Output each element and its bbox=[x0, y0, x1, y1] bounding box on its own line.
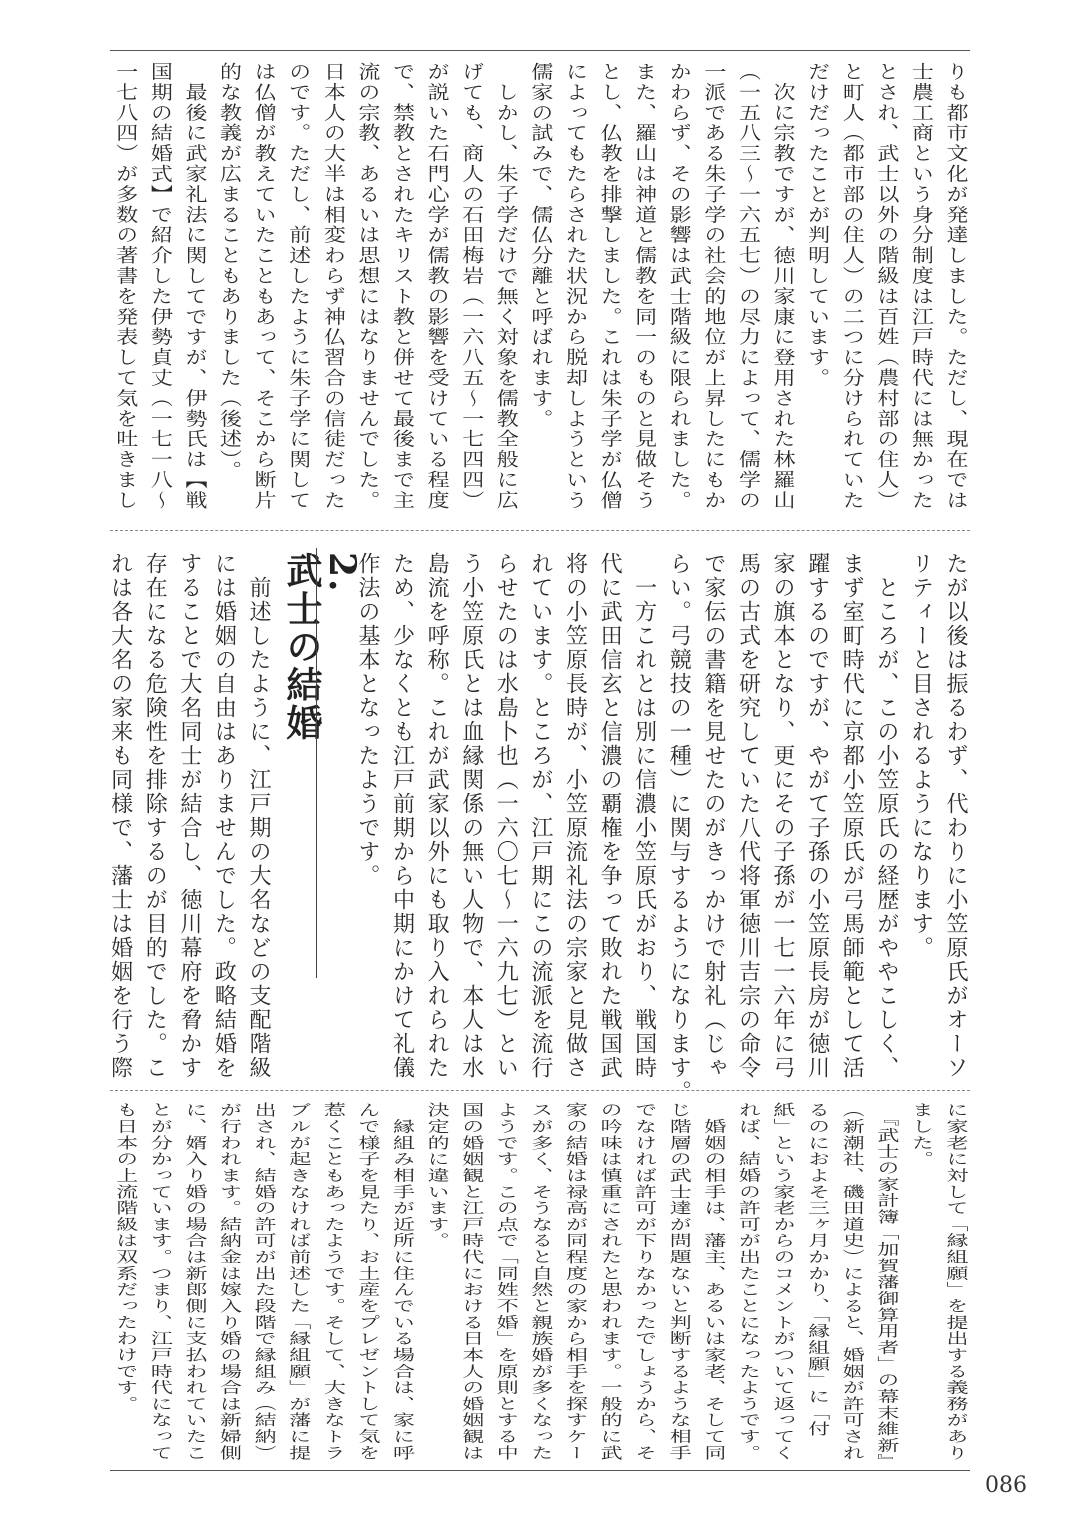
text-column: 次に宗教ですが、徳川家康に登用された林羅山 bbox=[770, 62, 796, 511]
text-column: 流の宗教、あるいは思想にはなりませんでした。 bbox=[354, 62, 380, 511]
section-title: 武士の結婚 bbox=[281, 552, 323, 742]
text-column: することで大名同士が結合し、徳川幕府を脅かす bbox=[176, 552, 202, 1080]
text-column: らい。弓競技の一種）に関与するようになります。 bbox=[666, 552, 692, 1104]
text-column: 婚姻の相手は、藩主、あるいは家老、そして同 bbox=[700, 1102, 726, 1462]
text-column: ところが、この小笠原氏の経歴がややこしく、 bbox=[873, 552, 899, 1080]
text-band-bottom bbox=[107, 1102, 972, 1470]
text-column: とされ、武士以外の階級は百姓（農村部の住人） bbox=[873, 62, 899, 511]
text-column: 的な教義が広まることもありました（後述）。 bbox=[216, 62, 242, 482]
text-column: スが多く、そうなると自然と親族婚が多くなった bbox=[527, 1102, 553, 1462]
section-divider bbox=[110, 530, 970, 531]
text-column: れは各大名の家来も同様で、藩士は婚姻を行う際 bbox=[107, 552, 133, 1080]
text-column: リティーと目されるようになります。 bbox=[908, 552, 934, 960]
text-column: 将の小笠原長時が、小笠原流礼法の宗家と見做さ bbox=[562, 552, 588, 1080]
heading-rule bbox=[316, 548, 317, 978]
text-column: また、羅山は神道と儒教を同一のものと見做そう bbox=[631, 62, 657, 511]
text-column: で家伝の書籍を見せたのがきっかけで射礼（じゃ bbox=[700, 552, 726, 1080]
text-column: も日本の上流階級は双系だったわけです。 bbox=[112, 1102, 138, 1413]
text-column: たが以後は振るわず、代わりに小笠原氏がオーソ bbox=[943, 552, 968, 1080]
text-column: 日本人の大半は相変わらず神仏習合の信徒だった bbox=[320, 62, 346, 511]
text-column: 島流を呼称。これが武家以外にも取り入れられた bbox=[424, 552, 450, 1080]
text-column: りも都市文化が発達しました。ただし、現在では bbox=[943, 62, 968, 511]
page-number: 086 bbox=[985, 1473, 1027, 1498]
text-column: に家老に対して「縁組願」を提出する義務があり bbox=[943, 1102, 968, 1462]
text-column: んで様子を見たり、お土産をプレゼントして気を bbox=[354, 1102, 380, 1462]
text-column: 国の婚姻観と江戸時代における日本人の婚姻観は bbox=[458, 1102, 484, 1462]
text-band-section bbox=[102, 552, 275, 1080]
text-column: は仏僧が教えていたこともあって、そこから断片 bbox=[251, 62, 277, 511]
text-column: 国期の結婚式】で紹介した伊勢貞丈（一七一八〜 bbox=[147, 62, 173, 511]
text-column: でなければ許可が下りなかったでしょうから、そ bbox=[631, 1102, 657, 1462]
text-column: で、禁教とされたキリスト教と併せて最後まで主 bbox=[389, 62, 415, 511]
text-column: 存在になる危険性を排除するのが目的でした。こ bbox=[142, 552, 168, 1080]
text-column: 躍するのですが、やがて子孫の小笠原長房が徳川 bbox=[804, 552, 830, 1080]
text-column: 出され、結婚の許可が出た段階で縁組み（結納） bbox=[251, 1102, 277, 1462]
text-column: 家の結婚は禄高が同程度の家から相手を探すケー bbox=[562, 1102, 588, 1462]
top-rule bbox=[110, 50, 970, 51]
text-column: ました。 bbox=[908, 1102, 934, 1168]
section-heading bbox=[282, 552, 362, 742]
bottom-rule bbox=[110, 1470, 970, 1471]
text-column: が説いた石門心学が儒教の影響を受けている程度 bbox=[424, 62, 450, 511]
text-column: じ階層の武士達が問題ないと判断するような相手 bbox=[666, 1102, 692, 1462]
text-column: ブルが起きなければ前述した「縁組願」が藩に提 bbox=[285, 1102, 311, 1462]
text-column: れています。ところが、江戸期にこの流派を流行 bbox=[527, 552, 553, 1080]
text-column: だけだったことが判明しています。 bbox=[804, 62, 830, 389]
text-column: に、婿入り婚の場合は新郎側に支払われていたこ bbox=[181, 1102, 207, 1462]
text-column: が行われます。結納金は嫁入り婚の場合は新婦側 bbox=[216, 1102, 242, 1462]
text-column: れば、結婚の許可が出たことになったようです。 bbox=[735, 1102, 761, 1462]
text-column: （一五八三〜一六五七）の尽力によって、儒学の bbox=[735, 62, 761, 511]
text-column: 『武士の家計簿「加賀藩御算用者」の幕末維新』 bbox=[873, 1102, 899, 1470]
text-column: によってもたらされた状況から脱却しようという bbox=[562, 62, 588, 511]
text-column: 紙」という家老からのコメントがついて返ってく bbox=[770, 1102, 796, 1462]
section-number: 2. bbox=[321, 552, 363, 594]
text-column: 一七八四）が多数の著書を発表して気を吐きまし bbox=[112, 62, 138, 511]
text-column: まず室町時代に京都小笠原氏が弓馬師範として活 bbox=[839, 552, 865, 1080]
text-column: とし、仏教を排撃しました。これは朱子学が仏僧 bbox=[597, 62, 623, 511]
text-column: とが分かっています。つまり、江戸時代になって bbox=[147, 1102, 173, 1462]
section-divider bbox=[110, 1090, 970, 1091]
text-band-top bbox=[107, 62, 972, 511]
text-column: のです。ただし、前述したように朱子学に関して bbox=[285, 62, 311, 511]
text-column: らせたのは水島卜也（一六〇七〜一六九七）とい bbox=[493, 552, 519, 1080]
text-column: 一方これとは別に信濃小笠原氏がおり、戦国時 bbox=[631, 552, 657, 1080]
text-column: 決定的に違います。 bbox=[424, 1102, 450, 1249]
text-column: には婚姻の自由はありませんでした。政略結婚を bbox=[211, 552, 237, 1080]
text-column: 作法の基本となったようです。 bbox=[354, 552, 380, 888]
text-column: う小笠原氏とは血縁関係の無い人物で、本人は水 bbox=[458, 552, 484, 1080]
text-column: 家の旗本となり、更にその子孫が一七一六年に弓 bbox=[770, 552, 796, 1080]
text-column: （新潮社、磯田道史）によると、婚姻が許可され bbox=[839, 1102, 865, 1462]
text-column: ため、少なくとも江戸前期から中期にかけて礼儀 bbox=[389, 552, 415, 1080]
text-column: 代に武田信玄と信濃の覇権を争って敗れた戦国武 bbox=[597, 552, 623, 1080]
text-band-middle bbox=[349, 552, 972, 1104]
text-column: かわらず、その影響は武士階級に限られました。 bbox=[666, 62, 692, 511]
text-column: 最後に武家礼法に関してですが、伊勢氏は【戦 bbox=[181, 62, 207, 511]
text-column: 士農工商という身分制度は江戸時代には無かった bbox=[908, 62, 934, 511]
text-column: の吟味は慎重にされたと思われます。一般的に武 bbox=[597, 1102, 623, 1462]
text-column: るのにおよそ三ヶ月かかり、「縁組願」に「付 bbox=[804, 1102, 830, 1438]
text-column: げても、商人の石田梅岩（一六八五〜一七四四） bbox=[458, 62, 484, 511]
text-column: 惹くこともあったようです。そして、大きなトラ bbox=[320, 1102, 346, 1462]
text-column: しかし、朱子学だけで無く対象を儒教全般に広 bbox=[493, 62, 519, 511]
text-column: 馬の古式を研究していた八代将軍徳川吉宗の命令 bbox=[735, 552, 761, 1080]
text-column: と町人（都市部の住人）の二つに分けられていた bbox=[839, 62, 865, 511]
text-column: ようです。この点で「同姓不婚」を原則とする中 bbox=[493, 1102, 519, 1462]
text-column: 儒家の試みで、儒仏分離と呼ばれます。 bbox=[527, 62, 553, 430]
text-column: 一派である朱子学の社会的地位が上昇したにもか bbox=[700, 62, 726, 511]
text-column: 縁組み相手が近所に住んでいる場合は、家に呼 bbox=[389, 1102, 415, 1462]
text-column: 前述したように、江戸期の大名などの支配階級 bbox=[246, 552, 271, 1080]
